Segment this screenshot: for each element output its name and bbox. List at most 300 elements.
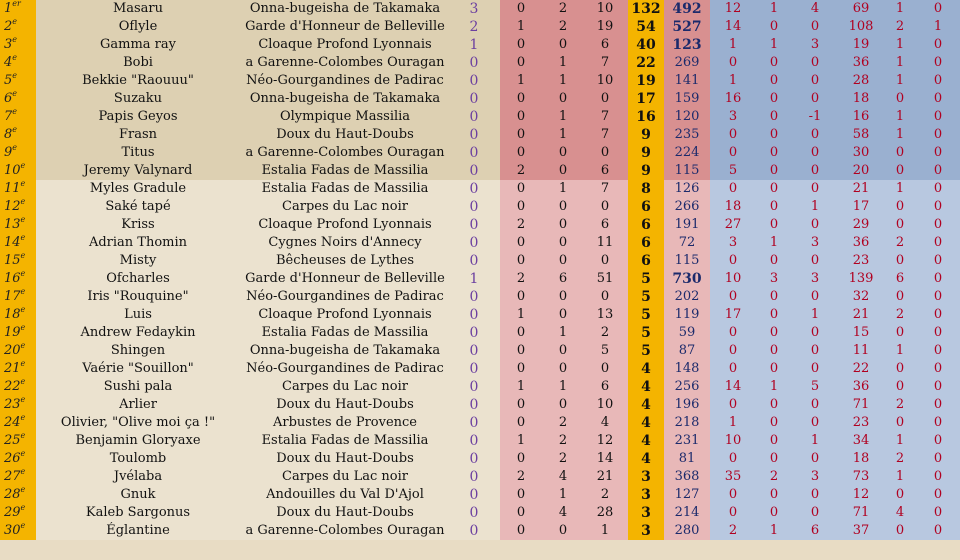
stat-cell: 1 <box>558 127 568 142</box>
table-row <box>0 72 960 90</box>
stat-cell: 0 <box>558 199 568 214</box>
detail-cell: 1 <box>810 433 820 448</box>
player-name: Myles Gradule <box>89 181 187 196</box>
stat-cell: 10 <box>596 397 614 412</box>
stat-cell: 0 <box>516 199 526 214</box>
points-cell: 3 <box>628 486 664 504</box>
stat-cell: 51 <box>596 271 614 286</box>
points-cell: 3 <box>628 504 664 522</box>
player-name: Jeremy Valynard <box>83 163 193 178</box>
rank-suffix: e <box>12 36 18 44</box>
team-name: Estalia Fadas de Massilia <box>261 325 429 340</box>
rank-suffix: e <box>20 180 26 188</box>
stat-cell: 0 <box>600 145 610 160</box>
stat-cell: 6 <box>600 379 610 394</box>
rank-suffix: e <box>12 126 18 134</box>
detail-cell: 1 <box>728 37 738 52</box>
stat-cell: 10 <box>596 73 614 88</box>
points-cell: 5 <box>628 288 664 306</box>
team-name: Néo-Gourgandines de Padirac <box>246 361 444 376</box>
stat-cell: 0 <box>516 127 526 142</box>
detail-cell: 0 <box>769 343 779 358</box>
detail-cell: 0 <box>895 217 905 232</box>
rank-cell <box>0 288 36 306</box>
detail-cell: 4 <box>810 1 820 16</box>
detail-cell: 0 <box>769 145 779 160</box>
detail-cell: 23 <box>852 415 870 430</box>
stat-cell: 0 <box>469 199 479 215</box>
detail-cell: 18 <box>852 91 870 106</box>
stat-cell: 5 <box>600 343 610 358</box>
rank-number: 16 <box>4 271 21 286</box>
rank-cell <box>0 234 36 252</box>
stat-cell: 0 <box>600 253 610 268</box>
stat-cell: 0 <box>516 55 526 70</box>
team-name: Carpes du Lac noir <box>282 379 408 394</box>
detail-cell: 0 <box>769 19 779 34</box>
stat-cell: 0 <box>516 361 526 376</box>
table-row <box>0 468 960 486</box>
team-name: Bêcheuses de Lythes <box>276 253 414 268</box>
points-cell: 6 <box>628 198 664 216</box>
total-cell: 218 <box>674 415 700 430</box>
stat-cell: 0 <box>469 505 479 521</box>
player-name: Gamma ray <box>100 37 176 52</box>
player-name: Jvélaba <box>113 469 163 484</box>
detail-cell: 0 <box>769 487 779 502</box>
detail-cell: 0 <box>810 505 820 520</box>
player-name: Sushi pala <box>103 379 173 394</box>
team-name: a Garenne-Colombes Ouragan <box>245 523 445 538</box>
stat-cell: 4 <box>558 469 568 484</box>
detail-cell: 0 <box>769 73 779 88</box>
detail-cell: 0 <box>810 343 820 358</box>
player-name: Misty <box>119 253 157 268</box>
team-name: Carpes du Lac noir <box>282 199 408 214</box>
stat-cell: 1 <box>516 73 526 88</box>
detail-cell: 5 <box>728 163 738 178</box>
rank-cell <box>0 414 36 432</box>
stat-cell: 12 <box>596 433 614 448</box>
rank-suffix: er <box>12 0 21 8</box>
stat-cell: 0 <box>558 235 568 250</box>
detail-cell: 0 <box>933 523 943 538</box>
detail-cell: 0 <box>728 343 738 358</box>
detail-cell: 0 <box>728 55 738 70</box>
stat-cell: 6 <box>600 163 610 178</box>
total-cell: 492 <box>672 1 702 17</box>
stat-cell: 0 <box>469 145 479 161</box>
detail-cell: 36 <box>852 379 870 394</box>
rank-suffix: e <box>20 486 26 494</box>
stat-cell: 1 <box>516 307 526 322</box>
detail-cell: 0 <box>810 73 820 88</box>
detail-cell: 1 <box>895 469 905 484</box>
stat-cell: 6 <box>558 271 568 286</box>
stat-cell: 2 <box>600 325 610 340</box>
detail-cell: 0 <box>933 397 943 412</box>
rank-cell <box>0 162 36 180</box>
stat-cell: 0 <box>558 523 568 538</box>
player-name: Saké tapé <box>105 199 171 214</box>
detail-cell: 0 <box>933 451 943 466</box>
detail-cell: 0 <box>933 343 943 358</box>
rank-number: 3 <box>4 37 13 52</box>
player-name: Adrian Thomin <box>88 235 188 250</box>
detail-cell: 0 <box>769 451 779 466</box>
detail-cell: 1 <box>895 73 905 88</box>
stat-cell: 0 <box>516 109 526 124</box>
detail-cell: 2 <box>895 397 905 412</box>
team-name: Onna-bugeisha de Takamaka <box>249 343 441 358</box>
table-row <box>0 54 960 72</box>
rank-cell <box>0 216 36 234</box>
team-name: Néo-Gourgandines de Padirac <box>246 73 444 88</box>
detail-cell: 71 <box>852 397 870 412</box>
stat-cell: 0 <box>469 487 479 503</box>
detail-cell: 0 <box>810 181 820 196</box>
detail-cell: 71 <box>852 505 870 520</box>
stat-cell: 0 <box>469 55 479 71</box>
table-row <box>0 522 960 540</box>
stat-cell: 0 <box>516 181 526 196</box>
stat-cell: 0 <box>600 361 610 376</box>
detail-cell: 0 <box>933 73 943 88</box>
detail-cell: 10 <box>724 271 742 286</box>
rank-suffix: e <box>20 414 26 422</box>
detail-cell: 0 <box>728 127 738 142</box>
rank-cell <box>0 306 36 324</box>
player-name: Luis <box>124 307 152 322</box>
detail-cell: 0 <box>933 1 943 16</box>
total-cell: 87 <box>678 343 696 358</box>
detail-cell: 0 <box>895 253 905 268</box>
detail-cell: 1 <box>769 523 779 538</box>
detail-cell: 0 <box>895 523 905 538</box>
stat-cell: 1 <box>558 181 568 196</box>
detail-cell: 29 <box>852 217 870 232</box>
rank-suffix: e <box>20 252 26 260</box>
detail-cell: 0 <box>810 55 820 70</box>
table-row <box>0 234 960 252</box>
rank-number: 21 <box>4 361 21 376</box>
table-row <box>0 414 960 432</box>
total-cell: 59 <box>678 325 696 340</box>
table-row <box>0 342 960 360</box>
stat-cell: 0 <box>516 37 526 52</box>
detail-cell: 0 <box>933 361 943 376</box>
detail-cell: 1 <box>810 199 820 214</box>
rank-suffix: e <box>20 162 26 170</box>
detail-cell: 17 <box>724 307 742 322</box>
detail-cell: 1 <box>769 1 779 16</box>
team-name: Estalia Fadas de Massilia <box>261 181 429 196</box>
stat-cell: 2 <box>516 163 526 178</box>
rank-suffix: e <box>20 270 26 278</box>
detail-cell: 0 <box>895 379 905 394</box>
player-name: Kriss <box>121 217 155 232</box>
detail-cell: 0 <box>895 415 905 430</box>
stat-cell: 28 <box>596 505 614 520</box>
detail-cell: 15 <box>852 325 870 340</box>
detail-cell: 1 <box>895 127 905 142</box>
stat-cell: 0 <box>469 325 479 341</box>
rank-cell <box>0 504 36 522</box>
detail-cell: 0 <box>769 361 779 376</box>
detail-cell: 0 <box>895 289 905 304</box>
detail-cell: 0 <box>728 451 738 466</box>
rank-cell <box>0 522 36 540</box>
detail-cell: 1 <box>895 181 905 196</box>
detail-cell: 0 <box>933 145 943 160</box>
player-name: Benjamin Gloryaxe <box>75 433 201 448</box>
stat-cell: 4 <box>558 505 568 520</box>
team-name: Estalia Fadas de Massilia <box>261 163 429 178</box>
table-row <box>0 378 960 396</box>
stat-cell: 2 <box>558 415 568 430</box>
stat-cell: 1 <box>558 109 568 124</box>
rank-cell <box>0 270 36 288</box>
stat-cell: 0 <box>469 397 479 413</box>
rank-number: 1 <box>4 1 13 16</box>
stat-cell: 0 <box>469 523 479 539</box>
detail-cell: 35 <box>724 469 742 484</box>
rank-suffix: e <box>20 378 26 386</box>
total-cell: 730 <box>672 271 702 287</box>
detail-cell: 28 <box>852 73 870 88</box>
detail-cell: 0 <box>810 487 820 502</box>
stat-cell: 0 <box>469 289 479 305</box>
rank-suffix: e <box>20 198 26 206</box>
team-name: Cloaque Profond Lyonnais <box>258 37 432 52</box>
stat-cell: 0 <box>516 487 526 502</box>
detail-cell: 0 <box>728 361 738 376</box>
team-name: a Garenne-Colombes Ouragan <box>245 145 445 160</box>
detail-cell: 22 <box>852 361 870 376</box>
detail-cell: 0 <box>933 289 943 304</box>
detail-cell: 1 <box>728 415 738 430</box>
player-name: Ofcharles <box>106 271 170 286</box>
stat-cell: 1 <box>600 523 610 538</box>
detail-cell: 0 <box>769 433 779 448</box>
rank-number: 27 <box>4 469 21 484</box>
stat-cell: 0 <box>558 91 568 106</box>
detail-cell: 0 <box>769 91 779 106</box>
detail-cell: 2 <box>895 307 905 322</box>
stat-cell: 1 <box>516 19 526 34</box>
rank-suffix: e <box>12 108 18 116</box>
stat-cell: 1 <box>558 55 568 70</box>
rank-number: 29 <box>4 505 21 520</box>
total-cell: 148 <box>674 361 700 376</box>
player-name: Bekkie "Raouuu" <box>82 73 194 88</box>
detail-cell: 30 <box>852 145 870 160</box>
table-row <box>0 198 960 216</box>
points-cell: 54 <box>628 18 664 36</box>
detail-cell: 3 <box>810 469 820 484</box>
stat-cell: 6 <box>600 217 610 232</box>
team-name: Onna-bugeisha de Takamaka <box>249 91 441 106</box>
total-cell: 269 <box>674 55 700 70</box>
points-cell: 9 <box>628 144 664 162</box>
detail-cell: 3 <box>810 271 820 286</box>
stat-cell: 0 <box>516 235 526 250</box>
detail-cell: 18 <box>852 451 870 466</box>
stat-cell: 0 <box>469 91 479 107</box>
detail-cell: 2 <box>895 451 905 466</box>
detail-cell: 0 <box>933 253 943 268</box>
rank-number: 7 <box>4 109 13 124</box>
stat-cell: 0 <box>600 199 610 214</box>
stat-cell: 2 <box>558 19 568 34</box>
stat-cell: 1 <box>469 37 479 53</box>
total-cell: 231 <box>674 433 700 448</box>
detail-cell: 0 <box>933 235 943 250</box>
rank-cell <box>0 396 36 414</box>
detail-cell: 0 <box>933 109 943 124</box>
detail-cell: 0 <box>933 37 943 52</box>
total-cell: 214 <box>674 505 700 520</box>
points-cell: 4 <box>628 432 664 450</box>
detail-cell: 0 <box>810 361 820 376</box>
total-cell: 81 <box>678 451 696 466</box>
stat-cell: 4 <box>600 415 610 430</box>
detail-cell: 0 <box>895 361 905 376</box>
detail-cell: 69 <box>852 1 870 16</box>
detail-cell: 0 <box>769 325 779 340</box>
rank-number: 10 <box>4 163 21 178</box>
stat-cell: 2 <box>558 433 568 448</box>
rank-cell <box>0 432 36 450</box>
rank-suffix: e <box>12 18 18 26</box>
points-cell: 5 <box>628 342 664 360</box>
stat-cell: 0 <box>469 379 479 395</box>
detail-cell: 2 <box>895 235 905 250</box>
detail-cell: 1 <box>895 343 905 358</box>
rank-suffix: e <box>12 54 18 62</box>
stat-cell: 0 <box>558 253 568 268</box>
detail-cell: 14 <box>724 379 742 394</box>
detail-cell: 0 <box>895 91 905 106</box>
detail-cell: 0 <box>895 163 905 178</box>
detail-cell: 0 <box>933 127 943 142</box>
detail-cell: 0 <box>810 289 820 304</box>
detail-cell: 0 <box>933 199 943 214</box>
detail-cell: 6 <box>810 523 820 538</box>
detail-cell: 0 <box>933 217 943 232</box>
player-name: Masaru <box>112 1 164 16</box>
detail-cell: 0 <box>810 163 820 178</box>
stat-cell: 7 <box>600 55 610 70</box>
detail-cell: 0 <box>769 397 779 412</box>
detail-cell: 10 <box>724 433 742 448</box>
detail-cell: 14 <box>724 19 742 34</box>
detail-cell: 0 <box>728 505 738 520</box>
rank-number: 12 <box>4 199 21 214</box>
detail-cell: 3 <box>769 271 779 286</box>
rank-suffix: e <box>12 144 18 152</box>
points-cell: 4 <box>628 360 664 378</box>
rank-number: 14 <box>4 235 21 250</box>
detail-cell: 1 <box>769 37 779 52</box>
stat-cell: 1 <box>558 73 568 88</box>
total-cell: 191 <box>674 217 700 232</box>
detail-cell: 16 <box>724 91 742 106</box>
detail-cell: 0 <box>769 253 779 268</box>
stat-cell: 2 <box>558 451 568 466</box>
detail-cell: 108 <box>848 19 874 34</box>
detail-cell: 0 <box>933 163 943 178</box>
rank-number: 25 <box>4 433 21 448</box>
rank-suffix: e <box>20 450 26 458</box>
points-cell: 6 <box>628 216 664 234</box>
total-cell: 256 <box>674 379 700 394</box>
rank-cell <box>0 126 36 144</box>
detail-cell: 0 <box>769 55 779 70</box>
detail-cell: 0 <box>728 289 738 304</box>
stat-cell: 0 <box>558 289 568 304</box>
detail-cell: 0 <box>728 397 738 412</box>
detail-cell: 0 <box>933 487 943 502</box>
team-name: Olympique Massilia <box>279 109 411 124</box>
points-cell: 4 <box>628 414 664 432</box>
stat-cell: 7 <box>600 109 610 124</box>
player-name: Suzaku <box>113 91 163 106</box>
rank-number: 15 <box>4 253 21 268</box>
team-name: Cygnes Noirs d'Annecy <box>268 235 422 250</box>
rank-number: 28 <box>4 487 21 502</box>
total-cell: 235 <box>674 127 700 142</box>
table-row <box>0 0 960 18</box>
table-row <box>0 324 960 342</box>
table-row <box>0 306 960 324</box>
detail-cell: 34 <box>852 433 870 448</box>
detail-cell: 0 <box>769 163 779 178</box>
team-name: Doux du Haut-Doubs <box>276 127 414 142</box>
detail-cell: 12 <box>852 487 870 502</box>
stat-cell: 0 <box>558 163 568 178</box>
detail-cell: 2 <box>769 469 779 484</box>
total-cell: 196 <box>674 397 700 412</box>
stat-cell: 0 <box>469 433 479 449</box>
player-name: Iris "Rouquine" <box>87 289 189 304</box>
team-name: a Garenne-Colombes Ouragan <box>245 55 445 70</box>
stat-cell: 0 <box>469 307 479 323</box>
rank-number: 24 <box>4 415 21 430</box>
total-cell: 119 <box>674 307 700 322</box>
detail-cell: 73 <box>852 469 870 484</box>
stat-cell: 11 <box>596 235 614 250</box>
detail-cell: 0 <box>933 433 943 448</box>
points-cell: 40 <box>628 36 664 54</box>
detail-cell: 0 <box>933 415 943 430</box>
table-row <box>0 162 960 180</box>
rank-cell <box>0 108 36 126</box>
team-name: Arbustes de Provence <box>272 415 417 430</box>
player-name: Andrew Fedaykin <box>80 325 196 340</box>
points-cell: 16 <box>628 108 664 126</box>
total-cell: 126 <box>674 181 700 196</box>
rank-number: 30 <box>4 523 21 538</box>
player-name: Vaérie "Souillon" <box>82 361 194 376</box>
detail-cell: 3 <box>728 235 738 250</box>
detail-cell: 1 <box>895 37 905 52</box>
detail-cell: 23 <box>852 253 870 268</box>
detail-cell: 12 <box>724 1 742 16</box>
rank-cell <box>0 468 36 486</box>
rank-cell <box>0 324 36 342</box>
detail-cell: 0 <box>769 307 779 322</box>
